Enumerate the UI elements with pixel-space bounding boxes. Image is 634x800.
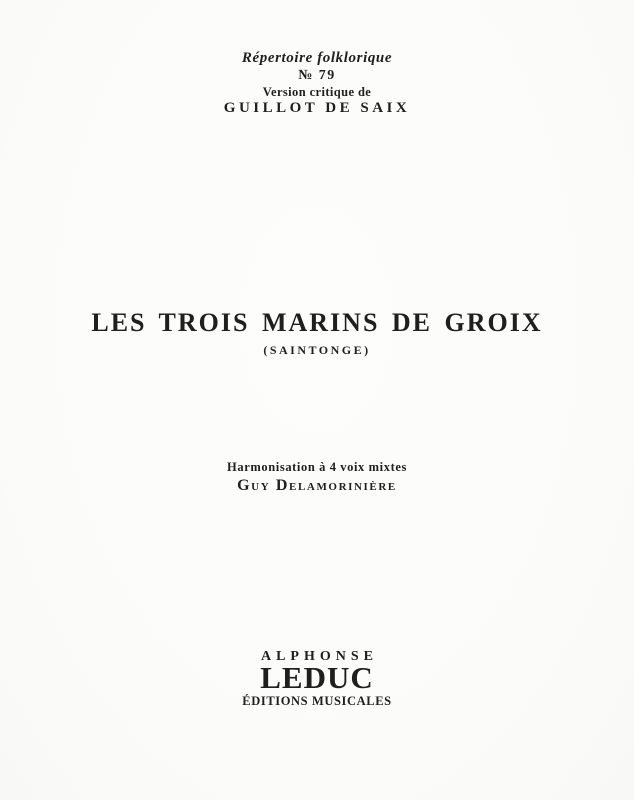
publisher-logo <box>0 649 634 709</box>
series-editor-name: GUILLOT DE SAIX <box>223 100 411 116</box>
version-line: Version critique de <box>262 85 372 99</box>
arranger-name: Guy Delamorinière <box>237 477 397 494</box>
work-title: LES TROIS MARINS DE GROIX <box>91 308 543 337</box>
publisher-first-name: ALPHONSE <box>260 649 378 664</box>
work-subtitle: (SAINTONGE) <box>263 343 371 357</box>
series-name: Répertoire folklorique <box>241 50 393 66</box>
publisher-last-name: LEDUC <box>260 660 374 695</box>
title-block <box>0 308 634 358</box>
publisher-tagline: ÉDITIONS MUSICALES <box>242 694 392 708</box>
credits-block <box>0 460 634 495</box>
series-number: № 79 <box>298 68 336 83</box>
series-header <box>0 50 634 117</box>
harmonisation-line: Harmonisation à 4 voix mixtes <box>227 460 407 474</box>
